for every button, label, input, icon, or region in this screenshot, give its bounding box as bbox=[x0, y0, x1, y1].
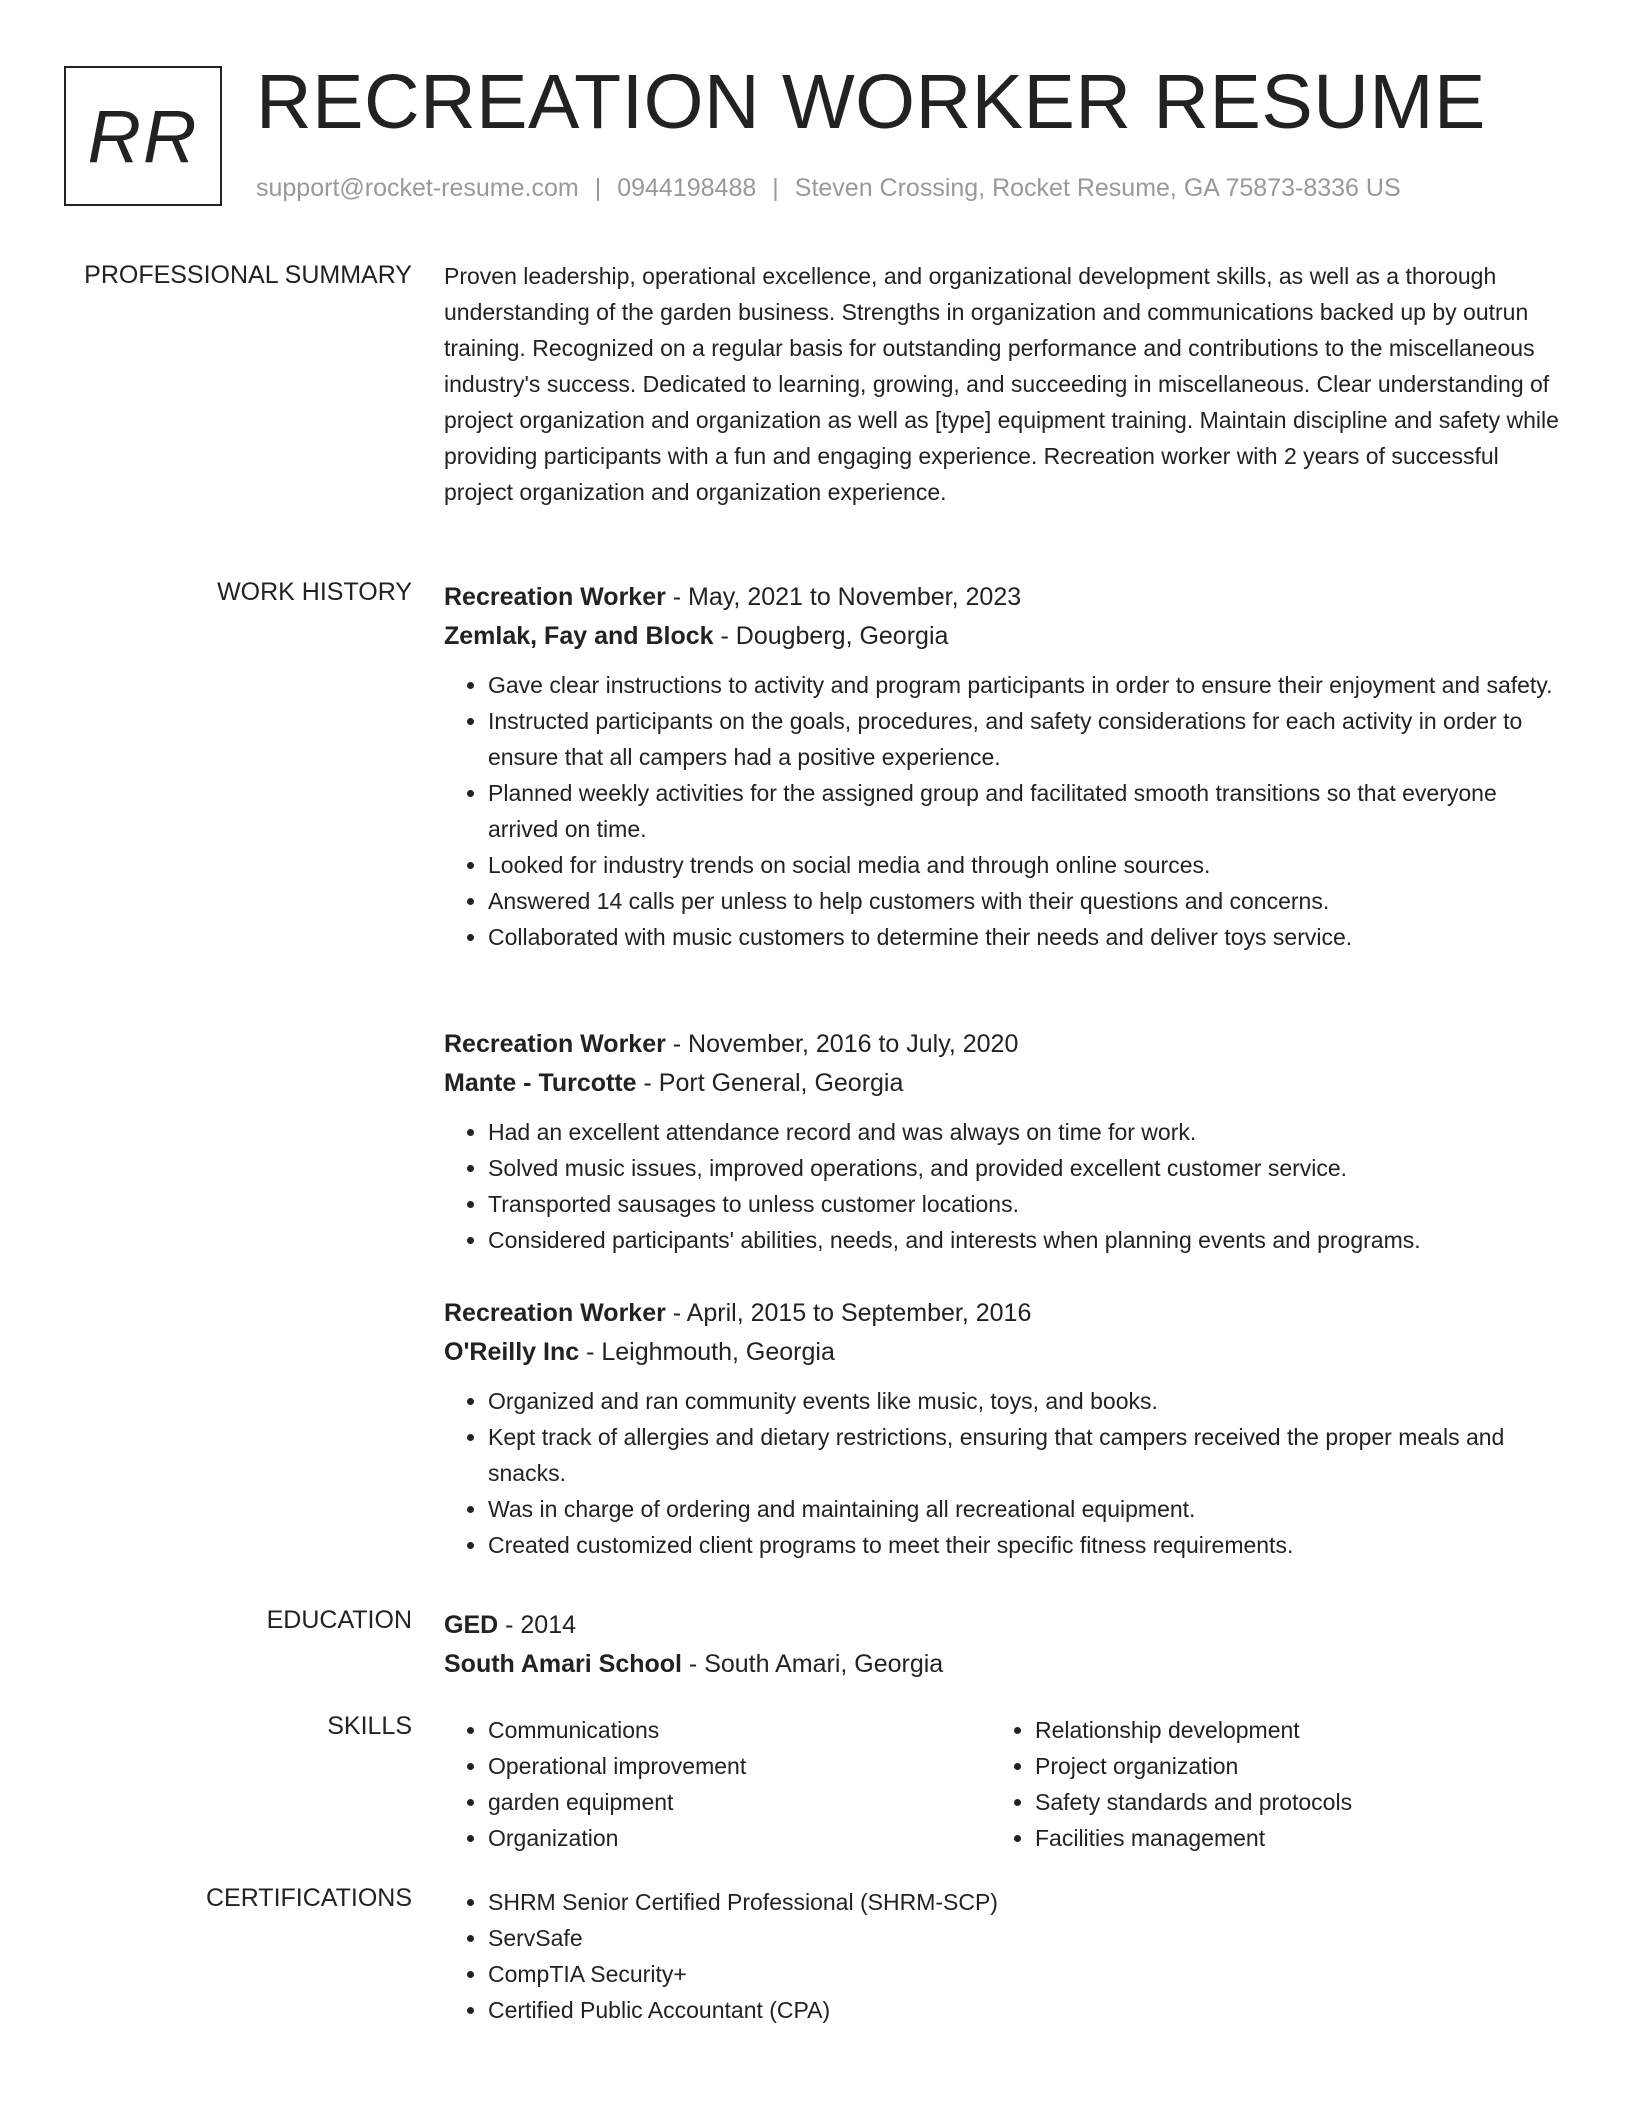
job-company-line bbox=[444, 1064, 1559, 1103]
job-bullet: • Created customized client programs to meet their specific fitness requirements. bbox=[488, 1527, 1559, 1563]
job-bullet: • Collaborated with music customers to determine their needs and deliver toys service. bbox=[488, 919, 1559, 955]
job-bullet: • Solved music issues, improved operations, and provided excellent customer service. bbox=[488, 1150, 1559, 1186]
job-company-line bbox=[444, 1333, 1559, 1372]
job-bullet: • Gave clear instructions to activity and program participants in order to ensure their enjoyment and safety. bbox=[488, 667, 1559, 703]
section-label-summary: PROFESSIONAL SUMMARY bbox=[84, 261, 412, 289]
skill-item: • Project organization bbox=[1035, 1748, 1538, 1784]
summary-text: Proven leadership, operational excellence, and organizational development skills, as well as a thorough understanding of the garden business. Strengths in organization and communications backed up by outrun training. Recognized on a regular basis for outstanding performance and contributions to the miscellaneous industry's success. Dedicated to learning, growing, and succeeding in miscellaneous. Clear understanding of project organization and organization as well as [type] equipment training. Maintain discipline and safety while providing participants with a fun and engaging experience. Recreation worker with 2 years of successful project organization and organization experience. bbox=[444, 263, 1559, 505]
job-company: Zemlak, Fay and Block bbox=[444, 622, 714, 650]
skills-column-right bbox=[991, 1712, 1538, 1856]
resume-title: RECREATION WORKER RESUME bbox=[256, 59, 1486, 145]
skills-column-left bbox=[444, 1712, 991, 1856]
job-bullets bbox=[444, 1114, 1559, 1258]
job-location: - Leighmouth, Georgia bbox=[579, 1338, 835, 1366]
job-title: Recreation Worker bbox=[444, 1030, 666, 1058]
job-title: Recreation Worker bbox=[444, 1299, 666, 1327]
job-bullet: • Looked for industry trends on social media and through online sources. bbox=[488, 847, 1559, 883]
monogram-box bbox=[64, 66, 222, 206]
contact-separator: | bbox=[772, 174, 779, 202]
job-location: - Port General, Georgia bbox=[636, 1069, 904, 1097]
certification-item: • CompTIA Security+ bbox=[488, 1956, 1559, 1992]
job-bullet: • Instructed participants on the goals, procedures, and safety considerations for each activity in order to ensure that all campers had a positive experience. bbox=[488, 703, 1559, 775]
job-entry bbox=[444, 578, 1559, 955]
skill-item: • Safety standards and protocols bbox=[1035, 1784, 1538, 1820]
education-school: South Amari School bbox=[444, 1650, 682, 1678]
certifications-list bbox=[444, 1884, 1559, 2028]
education-location: - South Amari, Georgia bbox=[681, 1650, 944, 1678]
skill-item: • Facilities management bbox=[1035, 1820, 1538, 1856]
job-bullet: • Organized and ran community events like music, toys, and books. bbox=[488, 1383, 1559, 1419]
education-degree: GED bbox=[444, 1611, 499, 1639]
monogram-initials: RR bbox=[87, 94, 199, 178]
job-bullets bbox=[444, 1383, 1559, 1563]
job-company-line bbox=[444, 617, 1559, 656]
job-entry bbox=[444, 1294, 1559, 1563]
job-company: Mante - Turcotte bbox=[444, 1069, 637, 1097]
contact-phone[interactable]: 0944198488 bbox=[617, 174, 757, 202]
education-school-line bbox=[444, 1645, 1559, 1684]
job-location: - Dougberg, Georgia bbox=[713, 622, 949, 650]
education-degree-line bbox=[444, 1606, 1559, 1645]
education-year: - 2014 bbox=[498, 1611, 577, 1639]
certification-item: • Certified Public Accountant (CPA) bbox=[488, 1992, 1559, 2028]
certification-item: • ServSafe bbox=[488, 1920, 1559, 1956]
contact-separator: | bbox=[594, 174, 602, 202]
job-entry bbox=[444, 1025, 1559, 1258]
section-label-work-history: WORK HISTORY bbox=[217, 578, 412, 606]
skill-item: • garden equipment bbox=[488, 1784, 991, 1820]
skills-content bbox=[444, 1712, 1559, 1856]
job-bullet: • Was in charge of ordering and maintaining all recreational equipment. bbox=[488, 1491, 1559, 1527]
job-title-line bbox=[444, 1025, 1559, 1064]
skill-item: • Communications bbox=[488, 1712, 991, 1748]
job-company: O'Reilly Inc bbox=[444, 1338, 580, 1366]
job-bullet: • Planned weekly activities for the assigned group and facilitated smooth transitions so that everyone arrived on time. bbox=[488, 775, 1559, 847]
job-bullet: • Answered 14 calls per unless to help customers with their questions and concerns. bbox=[488, 883, 1559, 919]
section-label-education: EDUCATION bbox=[266, 1606, 412, 1634]
skill-item: • Relationship development bbox=[1035, 1712, 1538, 1748]
job-title-line bbox=[444, 578, 1559, 617]
section-label-certifications: CERTIFICATIONS bbox=[205, 1884, 412, 1912]
contact-email[interactable]: support@rocket-resume.com bbox=[256, 174, 579, 202]
job-bullet: • Had an excellent attendance record and was always on time for work. bbox=[488, 1114, 1559, 1150]
contact-address: Steven Crossing, Rocket Resume, GA 75873-8336 US bbox=[794, 174, 1401, 202]
skill-item: • Operational improvement bbox=[488, 1748, 991, 1784]
section-label-skills: SKILLS bbox=[327, 1712, 412, 1740]
job-dates: - April, 2015 to September, 2016 bbox=[665, 1299, 1032, 1327]
job-bullets bbox=[444, 667, 1559, 955]
contact-line bbox=[256, 174, 1401, 203]
certifications-content bbox=[444, 1884, 1559, 2028]
job-title-line bbox=[444, 1294, 1559, 1333]
skills-grid bbox=[444, 1712, 1559, 1856]
job-dates: - November, 2016 to July, 2020 bbox=[665, 1030, 1019, 1058]
job-bullet: • Transported sausages to unless customer locations. bbox=[488, 1186, 1559, 1222]
summary-content bbox=[444, 261, 1559, 513]
job-dates: - May, 2021 to November, 2023 bbox=[665, 583, 1022, 611]
job-title: Recreation Worker bbox=[444, 583, 666, 611]
skill-item: • Organization bbox=[488, 1820, 991, 1856]
job-bullet: • Kept track of allergies and dietary restrictions, ensuring that campers received the proper meals and snacks. bbox=[488, 1419, 1559, 1491]
education-content bbox=[444, 1606, 1559, 1684]
certification-item: • SHRM Senior Certified Professional (SHRM-SCP) bbox=[488, 1884, 1559, 1920]
job-bullet: • Considered participants' abilities, needs, and interests when planning events and programs. bbox=[488, 1222, 1559, 1258]
